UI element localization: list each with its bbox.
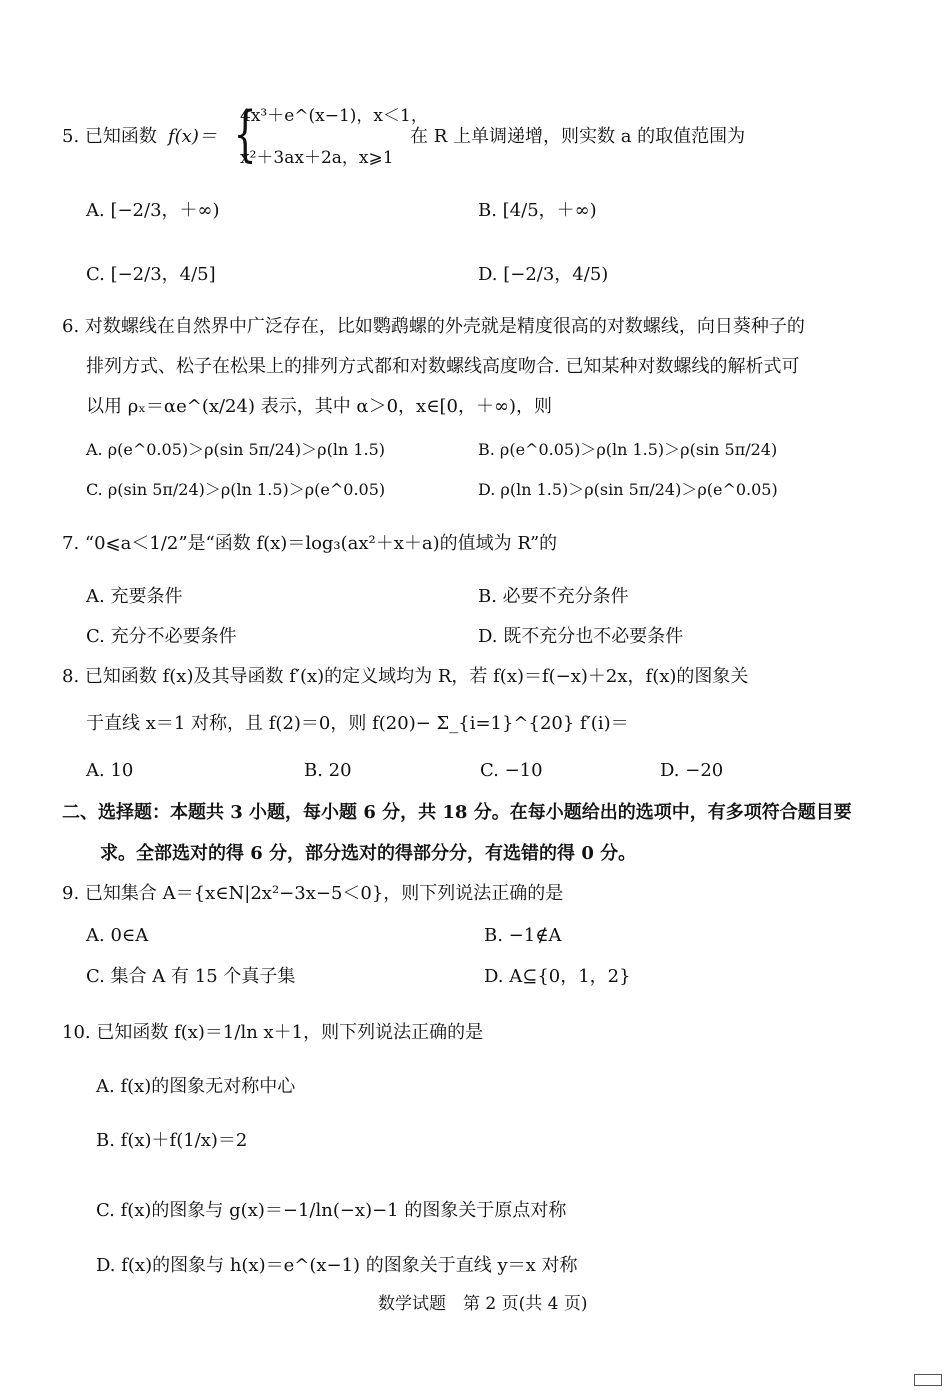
q8-option-b: B. 20: [304, 760, 352, 781]
q7-option-b: B. 必要不充分条件: [478, 586, 629, 607]
q6-line3: 以用 ρₓ＝αe^(x/24) 表示，其中 α＞0，x∈[0，＋∞)，则: [86, 396, 553, 417]
q8-line1: 8. 已知函数 f(x)及其导函数 f′(x)的定义域均为 R，若 f(x)＝f(−x)＋2x，f(x)的图象关: [62, 666, 749, 687]
q10-option-c: C. f(x)的图象与 g(x)＝−1/ln(−x)−1 的图象关于原点对称: [96, 1200, 567, 1221]
q5-option-b: B. [4/5，＋∞): [478, 200, 597, 221]
q5-option-a: A. [−2/3，＋∞): [86, 200, 220, 221]
q5-stem-start: 5. 已知函数: [62, 126, 157, 147]
q9-option-d: D. A⊆{0，1，2}: [484, 966, 631, 987]
q5-fx: f(x)＝: [168, 126, 217, 147]
q5-case2: x²＋3ax＋2a，x⩾1: [240, 148, 394, 168]
q8-line2: 于直线 x＝1 对称，且 f(2)＝0，则 f(20)− Σ_{i=1}^{20} f′(i)＝: [86, 713, 629, 734]
q7-option-c: C. 充分不必要条件: [86, 626, 237, 647]
q5-brace: {: [233, 99, 257, 169]
q8-option-a: A. 10: [86, 760, 134, 781]
q9-option-c: C. 集合 A 有 15 个真子集: [86, 966, 296, 987]
page-footer: 数学试题 第 2 页(共 4 页): [378, 1294, 588, 1314]
section2-heading: 二、选择题：本题共 3 小题，每小题 6 分，共 18 分。在每小题给出的选项中，有多项符合题目要: [62, 802, 852, 823]
qr-stamp-icon: [914, 1374, 942, 1386]
q5-case1: 4x³＋e^(x−1)，x＜1，: [240, 106, 428, 126]
q9-stem: 9. 已知集合 A＝{x∈N|2x²−3x−5＜0}，则下列说法正确的是: [62, 883, 564, 904]
q10-option-b: B. f(x)＋f(1/x)＝2: [96, 1130, 248, 1151]
q6-option-b: B. ρ(e^0.05)＞ρ(ln 1.5)＞ρ(sin 5π/24): [478, 440, 778, 459]
q7-option-d: D. 既不充分也不必要条件: [478, 626, 684, 647]
q8-option-d: D. −20: [660, 760, 724, 781]
q5-option-d: D. [−2/3，4/5): [478, 264, 609, 285]
q6-option-a: A. ρ(e^0.05)＞ρ(sin 5π/24)＞ρ(ln 1.5): [86, 440, 386, 459]
q10-option-d: D. f(x)的图象与 h(x)＝e^(x−1) 的图象关于直线 y＝x 对称: [96, 1255, 578, 1276]
q6-option-d: D. ρ(ln 1.5)＞ρ(sin 5π/24)＞ρ(e^0.05): [478, 480, 778, 499]
q5-option-c: C. [−2/3，4/5]: [86, 264, 216, 285]
q8-option-c: C. −10: [480, 760, 543, 781]
q10-option-a: A. f(x)的图象无对称中心: [96, 1076, 296, 1097]
q7-option-a: A. 充要条件: [86, 586, 183, 607]
q5-stem-end: 在 R 上单调递增，则实数 a 的取值范围为: [410, 126, 746, 147]
q10-stem: 10. 已知函数 f(x)＝1/ln x＋1，则下列说法正确的是: [62, 1022, 484, 1043]
q7-stem: 7. “0⩽a＜1/2”是“函数 f(x)＝log₃(ax²＋x＋a)的值域为 R”的: [62, 533, 558, 554]
q6-line1: 6. 对数螺线在自然界中广泛存在，比如鹦鹉螺的外壳就是精度很高的对数螺线，向日葵种子的: [62, 316, 805, 337]
q9-option-a: A. 0∈A: [86, 925, 149, 946]
q6-line2: 排列方式、松子在松果上的排列方式都和对数螺线高度吻合. 已知某种对数螺线的解析式可: [86, 356, 800, 377]
q9-option-b: B. −1∉A: [484, 925, 562, 946]
section2-instructions: 求。全部选对的得 6 分，部分选对的得部分分，有选错的得 0 分。: [100, 843, 637, 864]
q6-option-c: C. ρ(sin 5π/24)＞ρ(ln 1.5)＞ρ(e^0.05): [86, 480, 386, 499]
